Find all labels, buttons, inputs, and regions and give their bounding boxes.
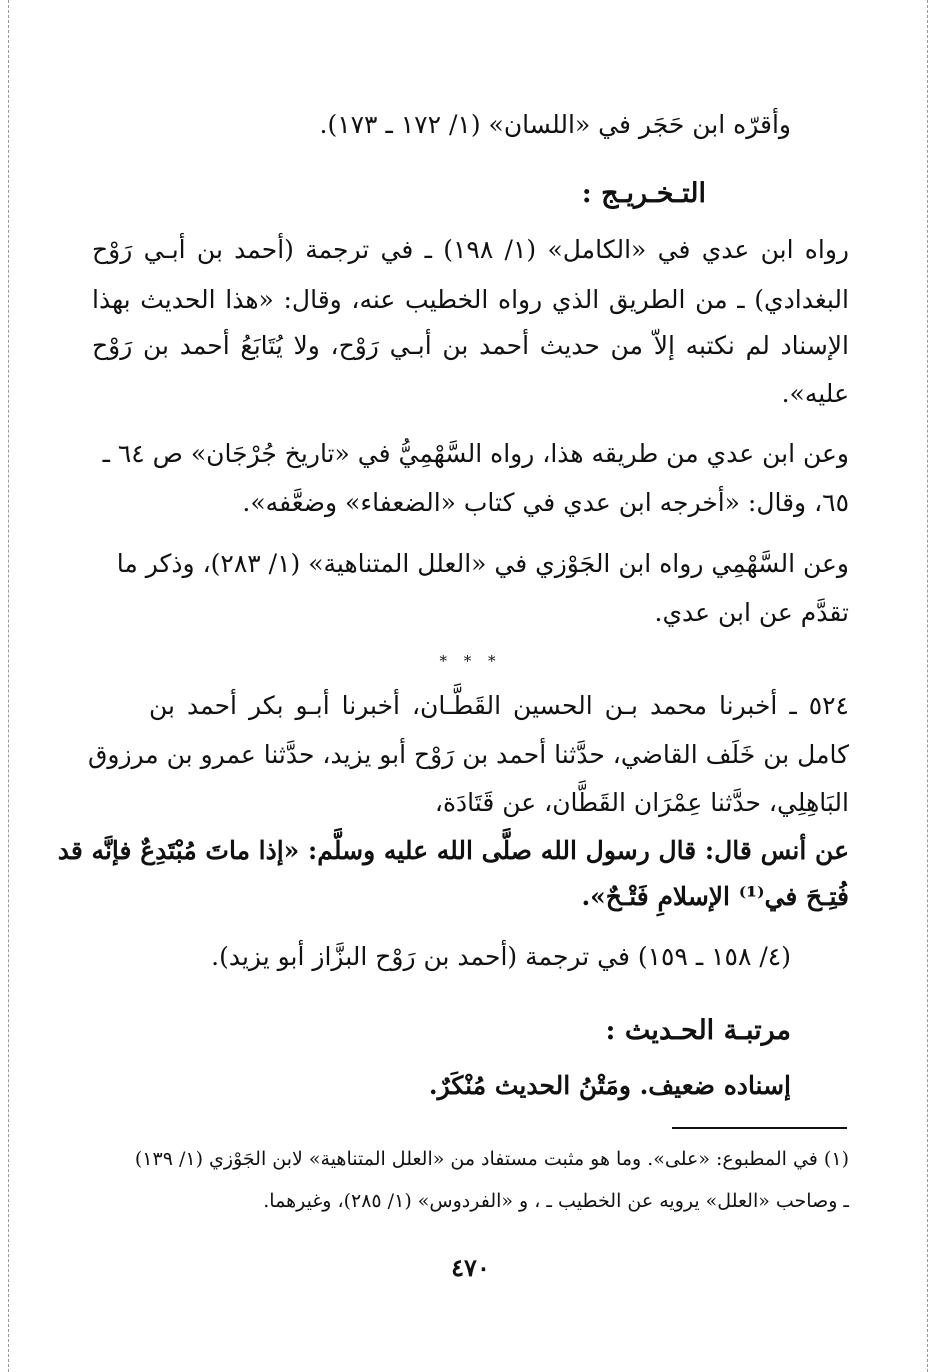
matn-line: فُتِـحَ في⁽¹⁾ الإسلامِ فَتْـحٌ». [581,882,849,911]
text-line: وعن ابن عدي من طريقه هذا، رواه السَّهْمِيُّ في «تاريخ جُرْجَان» ص ٦٤ ـ [102,439,849,468]
takhrij-heading: التـخـريـج : [581,178,706,209]
isnad-line: ٥٢٤ ـ أخبرنا محمد بـن الحسين القَطَّـان، أخبرنا أبـو بكر أحمد بن [149,691,849,720]
reference-line: (٤/ ١٥٨ ـ ١٥٩) في ترجمة (أحمد بن رَوْح البزَّاز أبو يزيد). [211,942,791,971]
scan-edge-right [927,0,928,1372]
isnad-line: البَاهِلِي، حدَّثنا عِمْرَان القَطَّان، عن قَتَادَة، [434,788,849,817]
rank-text: إسناده ضعيف. ومَتْنُ الحديث مُنْكَرٌ. [428,1071,791,1100]
matn-line: عن أنس قال: قال رسول الله صلَّى الله عليه وسلَّم: «إذا ماتَ مُبْتَدِعٌ فإنَّه قد [57,836,849,865]
footnote-separator [672,1127,847,1129]
text-line: ٦٥، وقال: «أخرجه ابن عدي في كتاب «الضعفاء» وضعَّفه». [242,488,849,517]
text-line: عليه». [781,379,849,408]
footnote-line: (١) في المطبوع: «على». وما هو مثبت مستفاد من «العلل المتناهية» لابن الجَوْزي (١/ ١٣٩) [134,1148,849,1170]
intro-line: وأقرّه ابن حَجَر في «اللسان» (١/ ١٧٢ ـ ١٧٣). [319,110,791,139]
section-separator: * * * [439,652,502,670]
text-line: البغدادي) ـ من الطريق الذي رواه الخطيب عنه، وقال: «هذا الحديث بهذا [92,285,849,314]
text-line: وعن السَّهْمِي رواه ابن الجَوْزي في «العلل المتناهية» (١/ ٢٨٣)، وذكر ما [116,549,849,578]
footnote-line: ـ وصاحب «العلل» يرويه عن الخطيب ـ ، و «الفردوس» (١/ ٢٨٥)، وغيرهما. [263,1190,849,1212]
isnad-line: كامل بن خَلَف القاضي، حدَّثنا أحمد بن رَوْح أبو يزيد، حدَّثنا عمرو بن مرزوق [87,740,849,769]
text-line: الإسناد لم نكتبه إلاّ من حديث أحمد بن أبـي رَوْح، ولا يُتَابَعُ أحمد بن رَوْح [92,331,849,360]
text-line: رواه ابن عدي في «الكامل» (١/ ١٩٨) ـ في ترجمة (أحمد بن أبـي رَوْح [92,235,850,264]
text-line: تقدَّم عن ابن عدي. [654,598,849,627]
page-number: ٤٧٠ [451,1253,490,1282]
scan-edge-left [8,0,9,1372]
rank-heading: مرتبـة الحـديث : [605,1015,791,1046]
